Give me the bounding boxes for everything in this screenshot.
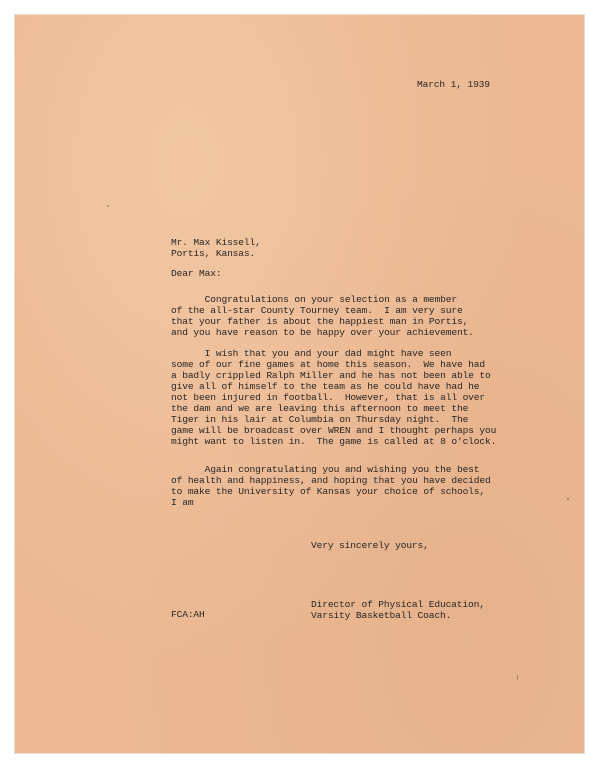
recipient-address (171, 237, 261, 259)
complimentary-closing: Very sincerely yours, (311, 540, 429, 551)
paragraph-line: some of our fine games at home this season. We have had (171, 359, 486, 370)
paragraph-line: I wish that you and your dad might have seen (171, 348, 452, 359)
paragraph-line: that your father is about the happiest man in Portis, (171, 316, 469, 327)
paragraph-line: to make the University of Kansas your choice of schools, (171, 486, 486, 497)
paragraph-line: I am (171, 497, 194, 508)
paragraph-3 (171, 464, 491, 508)
paragraph-2 (171, 348, 496, 447)
paragraph-line: the dam and we are leaving this afternoon to meet the (171, 403, 469, 414)
paragraph-line: of health and happiness, and hoping that you have decided (171, 475, 491, 486)
signature-line: Varsity Basketball Coach. (311, 610, 452, 621)
paragraph-line: Again congratulating you and wishing you the best (171, 464, 480, 475)
paragraph-line: of the all-star County Tourney team. I am very sure (171, 305, 463, 316)
paper-speck (567, 498, 569, 500)
recipient-line: Portis, Kansas. (171, 248, 256, 259)
paragraph-line: not been injured in football. However, that is all over (171, 392, 486, 403)
paragraph-line: a badly crippled Ralph Miller and he has not been able to (171, 370, 491, 381)
paper-speck (517, 675, 518, 680)
letter-date: March 1, 1939 (417, 79, 490, 90)
paragraph-line: and you have reason to be happy over your achievement. (171, 327, 474, 338)
paragraph-line: game will be broadcast over WREN and I thought perhaps you (171, 425, 497, 436)
paragraph-line: give all of himself to the team as he could have had he (171, 381, 480, 392)
paper-speck (107, 205, 109, 207)
paragraph-line: Tiger in his lair at Columbia on Thursday night. The (171, 414, 469, 425)
salutation: Dear Max: (171, 268, 222, 279)
signature-line: Director of Physical Education, (311, 599, 485, 610)
letter-page (15, 15, 584, 753)
paragraph-line: might want to listen in. The game is called at 8 o'clock. (171, 436, 497, 447)
reference-initials: FCA:AH (171, 609, 205, 620)
recipient-line: Mr. Max Kissell, (171, 237, 261, 248)
paragraph-line: Congratulations on your selection as a member (171, 294, 457, 305)
paragraph-1 (171, 294, 474, 338)
signature-block (311, 599, 485, 621)
